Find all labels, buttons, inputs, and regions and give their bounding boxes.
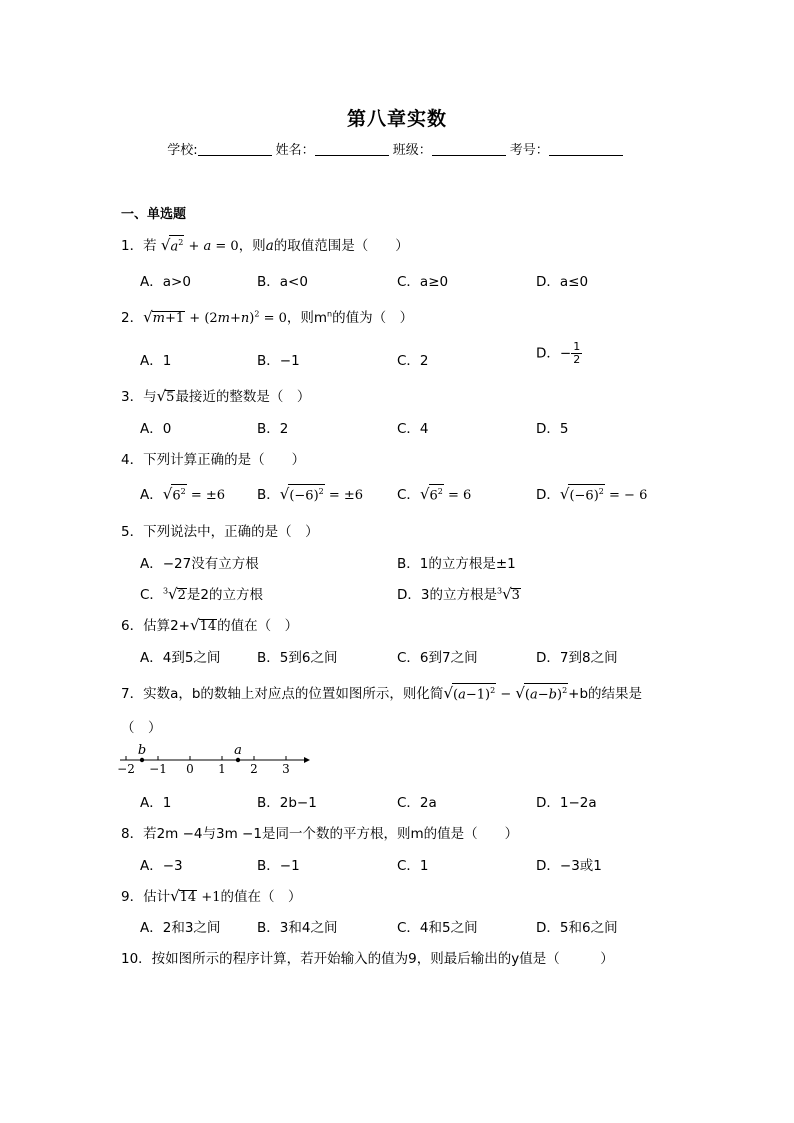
q1-var: a	[265, 238, 274, 254]
q2-option-d[interactable]	[536, 341, 582, 366]
q6-option-b[interactable]: B．5到6之间	[257, 650, 338, 666]
q2-number: 2．	[121, 310, 144, 326]
q5-c-label: C．	[140, 587, 163, 603]
q4-b-label: B．	[257, 487, 280, 503]
class-blank[interactable]	[432, 143, 506, 156]
question-9	[121, 885, 302, 905]
q4-d-result: = − 6	[609, 488, 648, 503]
q7-pre: 7．实数a，b的数轴上对应点的位置如图所示，则化简	[121, 686, 444, 702]
axis-tick-label: −1	[149, 762, 167, 774]
q4-option-c[interactable]: C．$√6^2 = 6$	[397, 485, 472, 503]
q6-option-c[interactable]: C．6到7之间	[397, 650, 478, 666]
q8-option-b[interactable]: B．−1	[257, 858, 300, 874]
q9-option-c[interactable]: C．4和5之间	[397, 920, 478, 936]
axis-tick-label: −2	[117, 762, 135, 774]
question-1	[121, 234, 409, 254]
q3-pre: 3．与	[121, 389, 157, 405]
q7-option-c[interactable]: C．2a	[397, 795, 437, 811]
class-label: 班级：	[392, 143, 432, 158]
q1-option-c[interactable]: C．a≥0	[397, 274, 449, 290]
axis-tick-label: 3	[282, 762, 290, 774]
q5-option-c[interactable]: C．$^3$√2是2的立方根	[140, 585, 263, 603]
q9-option-b[interactable]: B．3和4之间	[257, 920, 338, 936]
number-label: 考号：	[509, 143, 549, 158]
q1-option-d[interactable]: D．a≤0	[536, 274, 589, 290]
question-2: 2．$√m+1 + (2m+n)^2 = 0$，则$m^n$的值为（ ）	[121, 308, 414, 326]
school-label: 学校:	[167, 143, 198, 158]
q7-option-d[interactable]: D．1−2a	[536, 795, 597, 811]
q8-option-a[interactable]: A．−3	[140, 858, 183, 874]
q9-expression: √14 +1	[170, 887, 221, 905]
q8-option-c[interactable]: C．1	[397, 858, 429, 874]
question-10: 10．按如图所示的程序计算，若开始输入的值为9，则最后输出的y值是（ ）	[121, 951, 614, 967]
q7-paren: （ ）	[121, 720, 162, 736]
q3-option-d[interactable]: D．5	[536, 421, 569, 437]
q1-number: 1．若	[121, 238, 157, 254]
q5-option-b[interactable]: B．1的立方根是±1	[397, 556, 516, 572]
q2-expression: $√m+1 + (2m+n)^2 = 0$	[143, 308, 287, 326]
number-line-figure	[116, 742, 316, 774]
question-8: 8．若2m −4与3m −1是同一个数的平方根，则m的值是（ ）	[121, 826, 519, 842]
number-line-arrow	[304, 757, 310, 763]
name-blank[interactable]	[315, 143, 389, 156]
q4-c-label: C．	[397, 487, 420, 503]
q7-tail: +b的结果是	[568, 686, 643, 702]
q2-option-d-label: D．−	[536, 345, 572, 362]
q1-tail: 的取值范围是（ ）	[273, 238, 409, 254]
q3-expression: √5	[156, 387, 175, 405]
school-blank[interactable]	[198, 143, 272, 156]
q6-expression: √14	[190, 616, 217, 634]
name-label: 姓名：	[275, 143, 315, 158]
q8-option-d[interactable]: D．−3或1	[536, 858, 602, 874]
q2-option-b[interactable]: B．−1	[257, 353, 300, 369]
axis-tick-label: 1	[218, 762, 226, 774]
question-4: 4．下列计算正确的是（ ）	[121, 452, 306, 468]
q6-pre: 6．估算2+	[121, 618, 190, 634]
q6-option-a[interactable]: A．4到5之间	[140, 650, 221, 666]
q4-option-a[interactable]: A．$√6^2 = \pm 6$	[140, 485, 226, 503]
section-title: 一、单选题	[121, 207, 187, 222]
q5-option-a[interactable]: A．−27没有立方根	[140, 556, 259, 572]
student-info-line	[0, 139, 794, 158]
q1-option-a[interactable]: A．a>0	[140, 274, 191, 290]
q9-option-d[interactable]: D．5和6之间	[536, 920, 618, 936]
q3-tail: 最接近的整数是（ ）	[175, 389, 311, 405]
q4-a-label: A．	[140, 487, 163, 503]
q9-pre: 9．估计	[121, 889, 171, 905]
q4-option-d[interactable]: D．$√(-6)^2$ = − 6	[536, 485, 648, 503]
number-blank[interactable]	[549, 143, 623, 156]
q4-b-result: = ±6	[328, 488, 364, 503]
q9-tail: 的值在（ ）	[220, 889, 302, 905]
axis-tick-label: 2	[250, 762, 258, 774]
q2-tail2: 的值为（ ）	[332, 310, 414, 326]
question-5: 5．下列说法中，正确的是（ ）	[121, 524, 319, 540]
axis-tick-label: 0	[186, 762, 194, 774]
question-3	[121, 385, 310, 405]
q1-expression: $√a^2 + a = 0$	[160, 236, 239, 254]
q7-option-a[interactable]: A．1	[140, 795, 172, 811]
q4-d-label: D．	[536, 487, 560, 503]
question-6	[121, 614, 298, 634]
q5-option-d[interactable]: D．3的立方根是$^3$√3	[397, 585, 520, 603]
q2-fraction	[571, 341, 582, 366]
q7-expression: $√(a-1)^2 - √(a-b)^2$	[443, 684, 568, 702]
page-title: 第八章实数	[346, 108, 447, 130]
q3-option-c[interactable]: C．4	[397, 421, 429, 437]
point-b	[140, 758, 144, 762]
q6-option-d[interactable]: D．7到8之间	[536, 650, 618, 666]
point-a-label: a	[234, 743, 242, 758]
q6-tail: 的值在（ ）	[217, 618, 299, 634]
q2-option-a[interactable]: A．1	[140, 353, 172, 369]
q3-option-a[interactable]: A．0	[140, 421, 172, 437]
q5-d-label: D．3的立方根是	[397, 587, 497, 603]
q2-frac-num: 1	[573, 340, 581, 353]
q3-option-b[interactable]: B．2	[257, 421, 289, 437]
point-a	[236, 758, 240, 762]
q2-tail: ，则m	[286, 310, 328, 326]
q7-option-b[interactable]: B．2b−1	[257, 795, 317, 811]
q4-a-result: = ±6	[190, 488, 226, 503]
q4-c-result: = 6	[448, 488, 472, 503]
q1-option-b[interactable]: B．a<0	[257, 274, 308, 290]
q5-c-tail: 是2的立方根	[186, 587, 263, 603]
q1-mid: ，则	[238, 238, 266, 254]
point-b-label: b	[137, 743, 147, 758]
q9-option-a[interactable]: A．2和3之间	[140, 920, 221, 936]
q2-option-c[interactable]: C．2	[397, 353, 429, 369]
q4-option-b[interactable]: B．$√(-6)^2 = \pm 6$	[257, 485, 364, 503]
q2-frac-den: 2	[573, 353, 581, 366]
question-7	[121, 682, 642, 702]
